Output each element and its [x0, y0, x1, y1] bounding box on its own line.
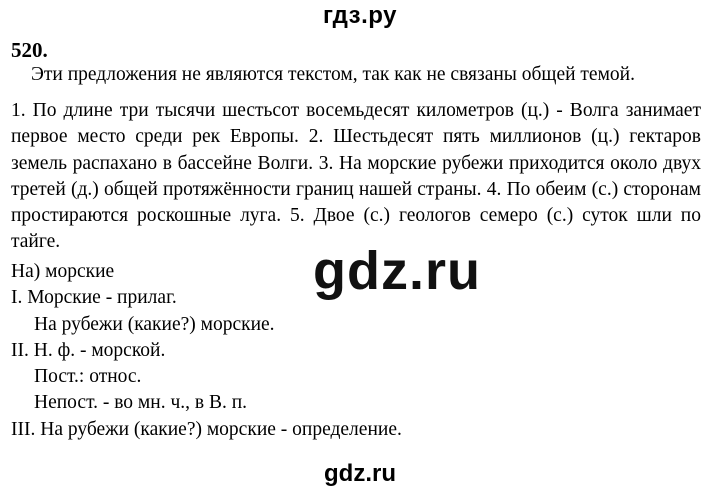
footer-logo: gdz.ru: [324, 460, 396, 487]
analysis-line-part-of-speech: I. Морские - прилаг.: [11, 287, 177, 309]
task-intro-text: Эти предложения не являются текстом, так как не связаны общей темой.: [31, 64, 635, 85]
site-header-logo: гдз.ру: [323, 2, 397, 29]
analysis-line-word: На) морские: [11, 261, 115, 282]
task-paragraph: 1. По длине три тысячи шестьсот восемьдесят километров (ц.) - Волга занимает первое место среди рек Европы. 2. Шестьдесят пять миллионов (ц.) гектаров земель распахано в бассейне Волги. 3. На морские рубежи приходится около двух третей (д.) общей протяжённости границ нашей страны. 4. По обеим (с.) сторонам простираются роскошные луга. 5. Двое (с.) геологов семеро (с.) суток шли по тайге.: [11, 100, 701, 253]
watermark-logo: gdz.ru: [313, 241, 481, 301]
analysis-line-syntactic-role: III. На рубежи (какие?) морские - определение.: [11, 418, 402, 440]
analysis-line-variable-features: Непост. - во мн. ч., в В. п.: [34, 392, 248, 414]
analysis-line-constant-features: Пост.: относ.: [34, 366, 142, 388]
analysis-line-question: На рубежи (какие?) морские.: [34, 313, 275, 335]
task-number: 520.: [11, 38, 48, 62]
analysis-line-initial-form: II. Н. ф. - морской.: [11, 339, 166, 361]
